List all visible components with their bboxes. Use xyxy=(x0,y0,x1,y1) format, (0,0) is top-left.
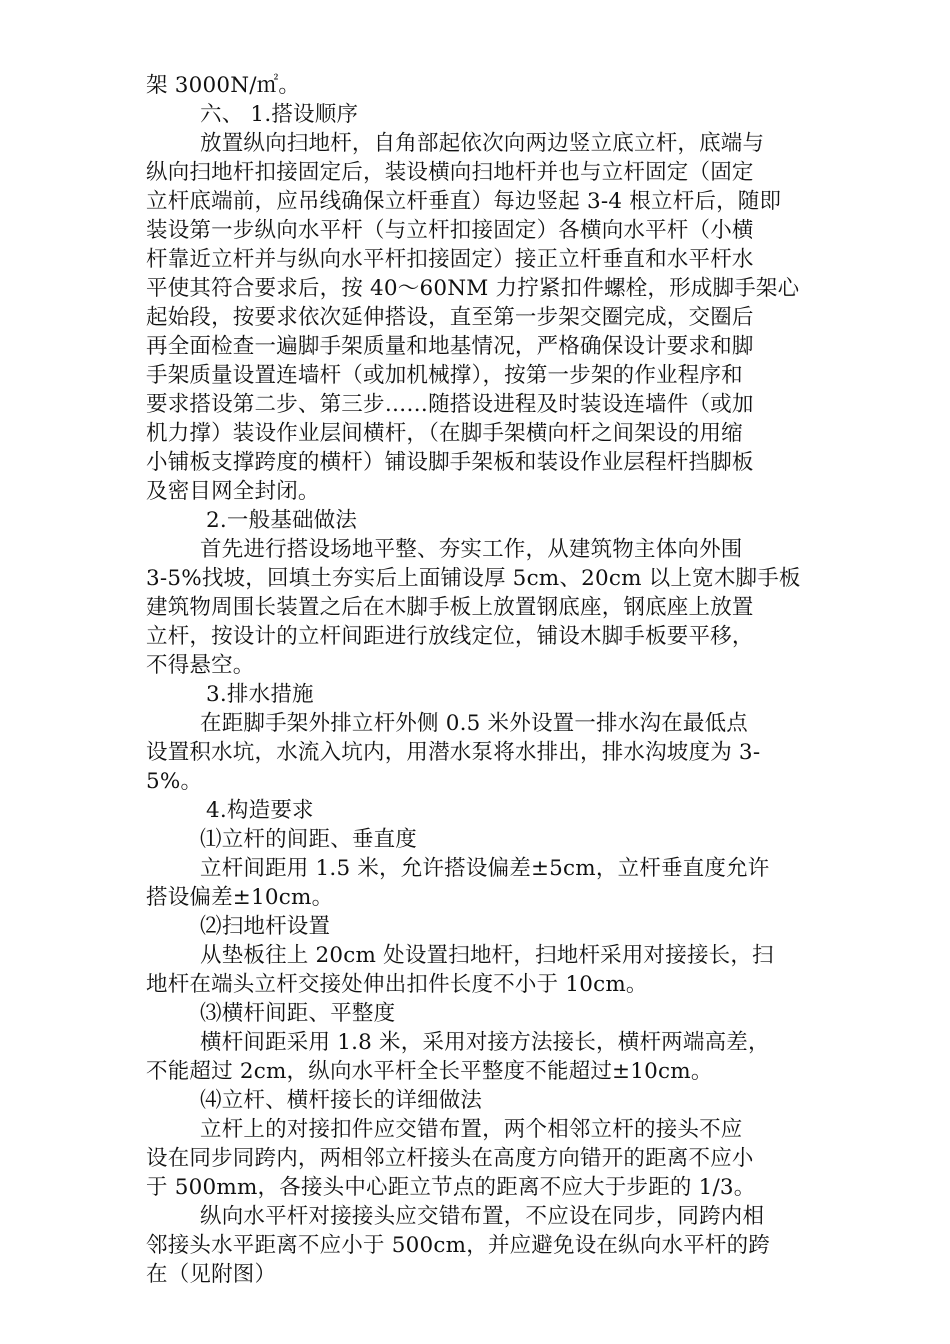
text-line: 起始段，按要求依次延伸搭设，直至第一步架交圈完成，交圈后 xyxy=(146,305,754,330)
text-line: 地杆在端头立杆交接处伸出扣件长度不小于 10cm。 xyxy=(146,972,648,997)
subsection-heading: ⑴立杆的间距、垂直度 xyxy=(200,827,418,852)
section-heading: 六、 1.搭设顺序 xyxy=(200,102,359,127)
text-line: 横杆间距采用 1.8 米，采用对接方法接长，横杆两端高差， xyxy=(200,1030,770,1055)
text-line: 杆靠近立杆并与纵向水平杆扣接固定）接正立杆垂直和水平杆水 xyxy=(146,247,754,272)
text-line: 放置纵向扫地杆，自角部起依次向两边竖立底立杆，底端与 xyxy=(200,131,765,156)
text-line: 装设第一步纵向水平杆（与立杆扣接固定）各横向水平杆（小横 xyxy=(146,218,754,243)
text-line: 5%。 xyxy=(146,769,203,794)
text-line: 架 3000N/㎡。 xyxy=(146,73,301,98)
text-line: 小铺板支撑跨度的横杆）铺设脚手架板和装设作业层程杆挡脚板 xyxy=(146,450,754,475)
text-line: 纵向水平杆对接接头应交错布置，不应设在同步，同跨内相 xyxy=(200,1204,765,1229)
text-line: 立杆间距用 1.5 米，允许搭设偏差±5cm，立杆垂直度允许 xyxy=(200,856,770,881)
text-line: 在距脚手架外排立杆外侧 0.5 米外设置一排水沟在最低点 xyxy=(200,711,748,736)
text-line: 立杆，按设计的立杆间距进行放线定位，铺设木脚手板要平移， xyxy=(146,624,754,649)
text-line: 纵向扫地杆扣接固定后，装设横向扫地杆并也与立杆固定（固定 xyxy=(146,160,754,185)
subsection-heading: ⑷立杆、横杆接长的详细做法 xyxy=(200,1088,483,1113)
section-heading: 4.构造要求 xyxy=(206,798,314,823)
text-line: 于 500mm，各接头中心距立节点的距离不应大于步距的 1/3。 xyxy=(146,1175,756,1200)
section-heading: 2.一般基础做法 xyxy=(206,508,358,533)
text-line: 立杆底端前，应吊线确保立杆垂直）每边竖起 3-4 根立杆后，随即 xyxy=(146,189,782,214)
subsection-heading: ⑶横杆间距、平整度 xyxy=(200,1001,396,1026)
section-heading: 3.排水措施 xyxy=(206,682,314,707)
text-line: 搭设偏差±10cm。 xyxy=(146,885,334,910)
text-line: 从垫板往上 20cm 处设置扫地杆，扫地杆采用对接接长，扫 xyxy=(200,943,774,968)
text-line: 手架质量设置连墙杆（或加机械撑），按第一步架的作业程序和 xyxy=(146,363,743,388)
text-line: 要求搭设第二步、第三步……随搭设进程及时装设连墙件（或加 xyxy=(146,392,754,417)
text-line: 邻接头水平距离不应小于 500cm，并应避免设在纵向水平杆的跨 xyxy=(146,1233,771,1258)
text-line: 3-5%找坡，回填土夯实后上面铺设厚 5cm、20cm 以上宽木脚手板 xyxy=(146,566,801,591)
text-line: 设置积水坑，水流入坑内，用潜水泵将水排出，排水沟坡度为 3- xyxy=(146,740,761,765)
text-line: 设在同步同跨内，两相邻立杆接头在高度方向错开的距离不应小 xyxy=(146,1146,754,1171)
text-line: 再全面检查一遍脚手架质量和地基情况，严格确保设计要求和脚 xyxy=(146,334,754,359)
text-line: 建筑物周围长装置之后在木脚手板上放置钢底座，钢底座上放置 xyxy=(146,595,754,620)
text-line: 平使其符合要求后，按 40～60NM 力拧紧扣件螺栓，形成脚手架心 xyxy=(146,276,800,301)
text-line: 机力撑）装设作业层间横杆，（在脚手架横向杆之间架设的用缩 xyxy=(146,421,743,446)
text-line: 不能超过 2cm，纵向水平杆全长平整度不能超过±10cm。 xyxy=(146,1059,713,1084)
text-line: 在（见附图） xyxy=(146,1262,277,1287)
text-line: 立杆上的对接扣件应交错布置，两个相邻立杆的接头不应 xyxy=(200,1117,743,1142)
subsection-heading: ⑵扫地杆设置 xyxy=(200,914,331,939)
text-line: 不得悬空。 xyxy=(146,653,255,678)
text-line: 首先进行搭设场地平整、夯实工作，从建筑物主体向外围 xyxy=(200,537,743,562)
text-line: 及密目网全封闭。 xyxy=(146,479,320,504)
